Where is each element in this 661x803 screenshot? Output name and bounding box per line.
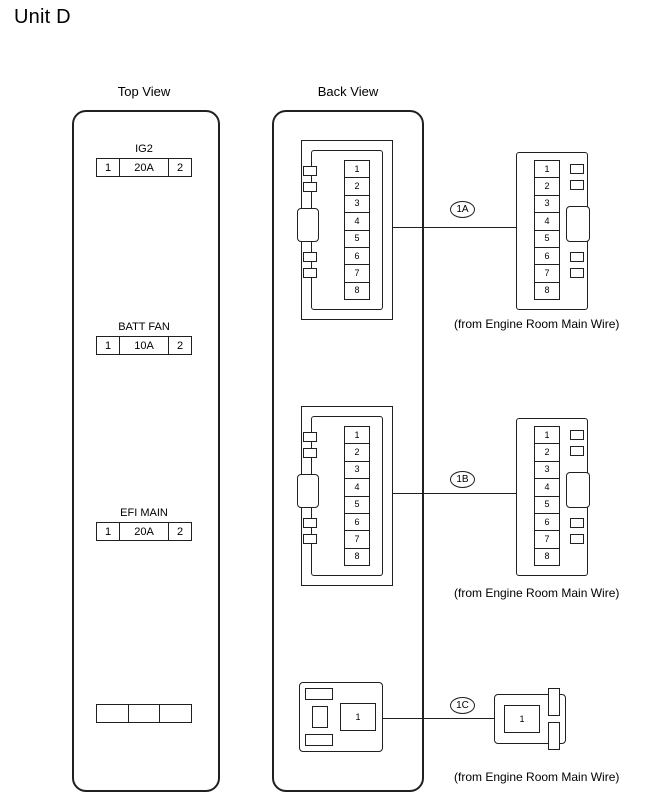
- wire-1c: [383, 718, 494, 719]
- connector-1c-back-pins: [340, 703, 376, 731]
- pin: 8: [354, 285, 360, 296]
- connector-1c-mating-tab: [548, 722, 560, 750]
- fuse-efi-main-rating: 20A: [134, 525, 154, 538]
- pin: 3: [345, 462, 369, 479]
- pin: 1: [345, 161, 369, 178]
- top-view-panel: [72, 110, 220, 792]
- connector-1a-back-tab: [303, 252, 317, 262]
- pin: 3: [345, 196, 369, 213]
- connector-1a-mating-tab: [570, 180, 584, 190]
- pin: 3: [535, 196, 559, 213]
- wire-1a: [392, 227, 516, 228]
- pin: 6: [535, 248, 559, 265]
- blank-fuse-cell: [129, 705, 161, 722]
- connector-1a-back-latch: [297, 208, 319, 242]
- fuse-ig2-pin-right: 2: [168, 159, 191, 176]
- connector-1a-mating-tab: [570, 164, 584, 174]
- pin: 6: [535, 514, 559, 531]
- fuse-efi-main-pin-right: 2: [168, 523, 191, 540]
- back-view-label: Back View: [317, 84, 379, 99]
- pin: 4: [535, 213, 559, 230]
- pin: 5: [535, 497, 559, 514]
- connector-1a-mating-pins: [534, 160, 560, 300]
- connector-1b-back-tab: [303, 432, 317, 442]
- top-view-label: Top View: [117, 84, 171, 99]
- blank-fuse-cell: [97, 705, 129, 722]
- connector-1a-mating-tab: [570, 252, 584, 262]
- blank-fuse-slot: [96, 704, 192, 723]
- pin: 1: [535, 161, 559, 178]
- pin: 8: [544, 285, 550, 296]
- connector-1b-mating-pins: [534, 426, 560, 566]
- pin: 5: [345, 497, 369, 514]
- wire-1b: [392, 493, 516, 494]
- fuse-efi-main-pin-left: 1: [97, 523, 120, 540]
- fuse-efi-main-name: EFI MAIN: [120, 507, 168, 519]
- pin: 6: [345, 248, 369, 265]
- fuse-batt-fan-pin-right: 2: [168, 337, 191, 354]
- pin: 1: [535, 427, 559, 444]
- pin: 5: [345, 231, 369, 248]
- connector-1b-mating-latch: [566, 472, 590, 508]
- connector-1b-back-tab: [303, 518, 317, 528]
- connector-1c-mating-pins: [504, 705, 540, 733]
- pin: 4: [345, 213, 369, 230]
- connector-1b-mating-tab: [570, 518, 584, 528]
- connector-1b-mating-tab: [570, 430, 584, 440]
- pin: 1: [355, 711, 361, 722]
- fuse-batt-fan-pin-left: 1: [97, 337, 120, 354]
- connector-1b-back-tab: [303, 534, 317, 544]
- fuse-ig2-row: [96, 158, 192, 177]
- connector-1a-mating-tab: [570, 268, 584, 278]
- pin: 2: [345, 444, 369, 461]
- pin: 4: [345, 479, 369, 496]
- fuse-batt-fan-rating: 10A: [134, 339, 154, 352]
- connector-1a-back-tab: [303, 182, 317, 192]
- connector-1b-source-note: (from Engine Room Main Wire): [454, 586, 620, 600]
- pin: 4: [535, 479, 559, 496]
- pin: 8: [354, 551, 360, 562]
- connector-1c-source-note: (from Engine Room Main Wire): [454, 770, 620, 784]
- fuse-ig2-rating: 20A: [134, 161, 154, 174]
- pin: 2: [535, 178, 559, 195]
- connector-1a-back-tab: [303, 268, 317, 278]
- connector-1c-back-latch: [312, 706, 328, 728]
- pin: 2: [535, 444, 559, 461]
- page-title: Unit D: [14, 6, 71, 28]
- connector-1b-mating-tab: [570, 534, 584, 544]
- connector-1b-back-pins: [344, 426, 370, 566]
- fuse-efi-main-row: [96, 522, 192, 541]
- fuse-batt-fan-row: [96, 336, 192, 355]
- callout-1a: 1A: [450, 201, 475, 218]
- pin: 7: [535, 531, 559, 548]
- pin: 1: [519, 713, 525, 724]
- connector-1a-mating-latch: [566, 206, 590, 242]
- pin: 3: [535, 462, 559, 479]
- connector-1c-back-tab: [305, 734, 333, 746]
- connector-1b-mating-tab: [570, 446, 584, 456]
- callout-1b: 1B: [450, 471, 475, 488]
- fuse-ig2-name: IG2: [135, 143, 153, 155]
- fuse-batt-fan-name: BATT FAN: [118, 321, 170, 333]
- pin: 7: [535, 265, 559, 282]
- pin: 5: [535, 231, 559, 248]
- connector-1a-back-tab: [303, 166, 317, 176]
- connector-1b-back-latch: [297, 474, 319, 508]
- fuse-batt-fan: [96, 321, 192, 355]
- pin: 8: [544, 551, 550, 562]
- pin: 1: [345, 427, 369, 444]
- blank-fuse-cell: [160, 705, 191, 722]
- connector-1c-mating-tab: [548, 688, 560, 716]
- pin: 7: [345, 531, 369, 548]
- fuse-ig2-pin-left: 1: [97, 159, 120, 176]
- connector-1a-source-note: (from Engine Room Main Wire): [454, 317, 620, 331]
- fuse-efi-main: [96, 507, 192, 541]
- connector-1a-back-pins: [344, 160, 370, 300]
- callout-1c: 1C: [450, 697, 475, 714]
- connector-1b-back-tab: [303, 448, 317, 458]
- pin: 2: [345, 178, 369, 195]
- fuse-ig2: [96, 143, 192, 177]
- connector-1c-back-tab: [305, 688, 333, 700]
- pin: 6: [345, 514, 369, 531]
- pin: 7: [345, 265, 369, 282]
